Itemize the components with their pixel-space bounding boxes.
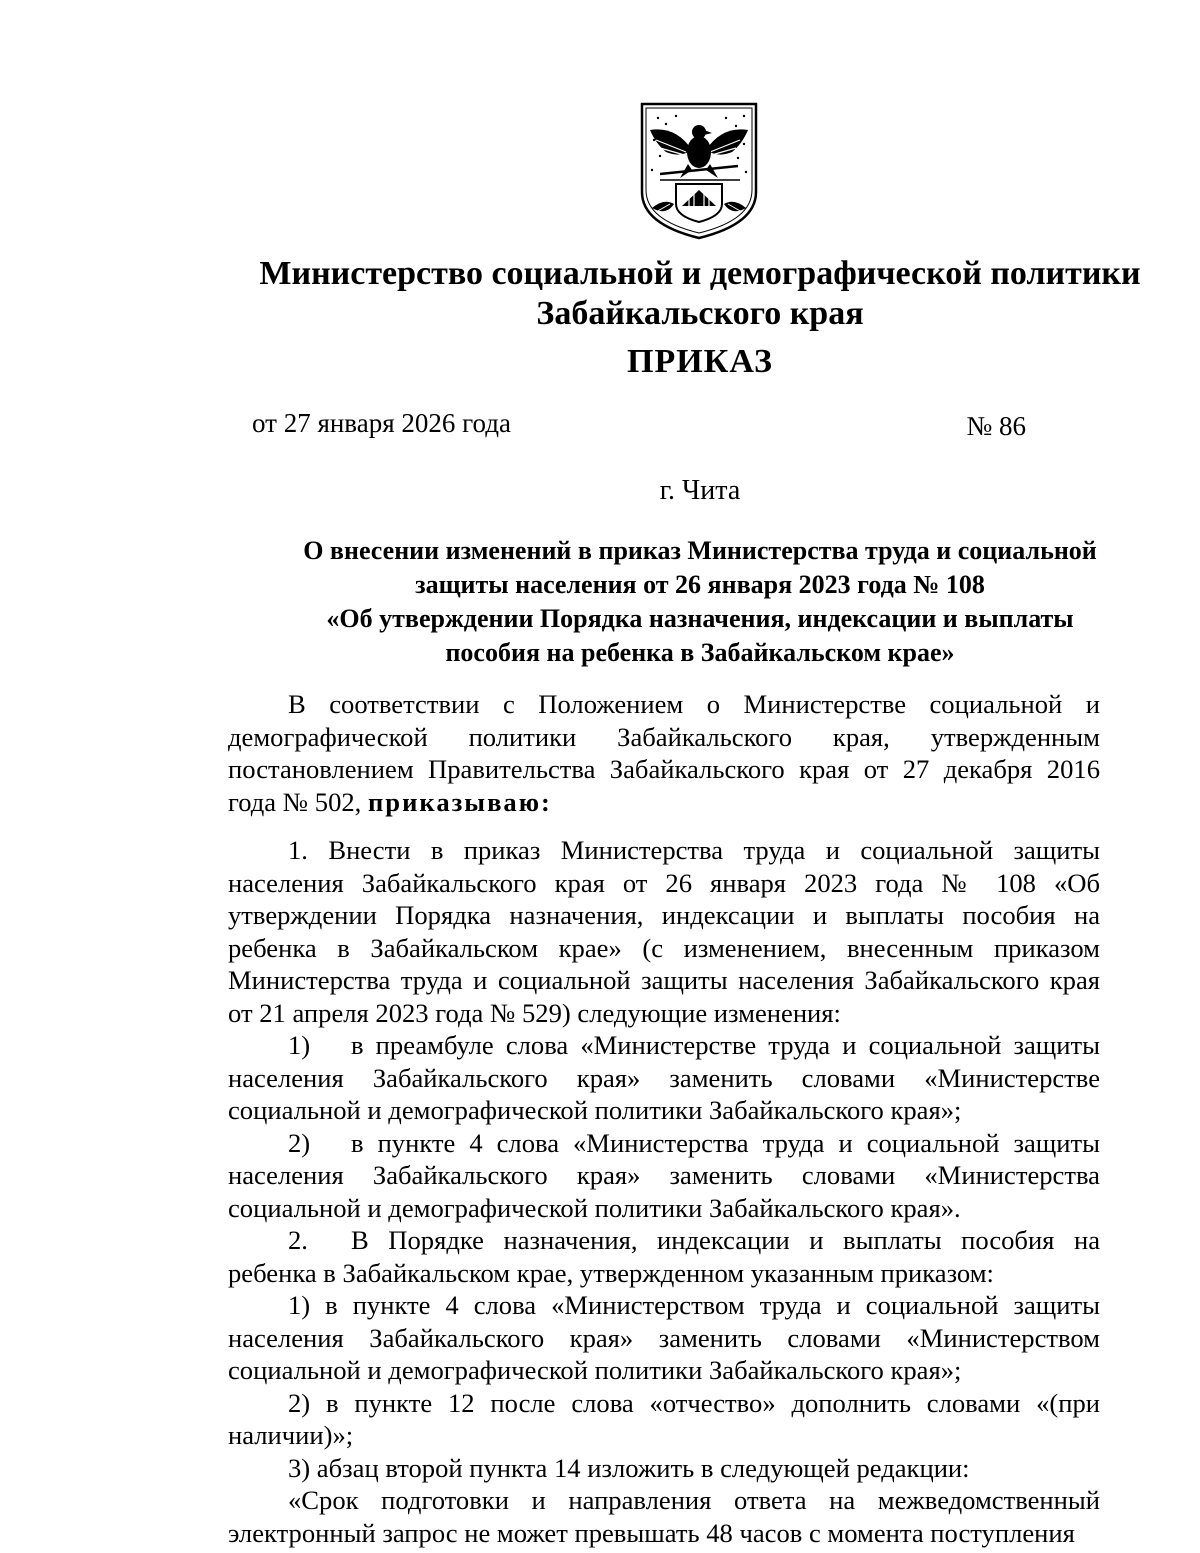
preamble: [228, 688, 1100, 818]
document-type: ПРИКАЗ: [627, 343, 773, 380]
ministry-name-line2: Забайкальского края: [536, 295, 864, 332]
item-1-2: [228, 1127, 1100, 1225]
preamble-paragraph: [228, 688, 1100, 818]
item-2-3: 3) абзац второй пункта 14 изложить в следующей редакции:: [288, 1452, 970, 1483]
document-title: [200, 534, 1200, 670]
item-2-2: 2) в пункте 12 после слова «отчество» дополнить словами «(при наличии)»;: [228, 1387, 1100, 1450]
item-1-1-number: 1): [288, 1030, 311, 1060]
preamble-text: В соответствии с Положением о Министерстве социальной и демографической политики Забайкальского края, утвержденным постановлением Правительства Забайкальского края от 27 декабря 2016 года № 502,: [228, 689, 1100, 817]
ministry-name: [200, 254, 1200, 334]
item-1-2-number: 2): [288, 1127, 311, 1158]
item-1: 1. Внести в приказ Министерства труда и социальной защиты населения Забайкальского края от 26 января 2023 года № 108 «Об утверждении Порядка назначения, индексации и выплаты пособия на ребенка в Забайкальском крае» (с изменением, внесенным приказом Министерства труда и социальной защиты населения Забайкальского края от 21 апреля 2023 года № 529) следующие изменения:: [228, 835, 1100, 1028]
item-1-2-text: в пункте 4 слова «Министерства труда и социальной защиты населения Забайкальского края» заменить словами «Министерства социальной и демографической политики Забайкальского края».: [228, 1127, 1100, 1223]
item-2-1: 1) в пункте 4 слова «Министерством труда и социальной защиты населения Забайкальского края» заменить словами «Министерством социальной и демографической политики Забайкальского края»;: [228, 1290, 1100, 1385]
item-1-1: [228, 1029, 1100, 1127]
item-2-text: В Порядке назначения, индексации и выплаты пособия на ребенка в Забайкальском крае, утвержденном указанным приказом:: [228, 1225, 1100, 1288]
title-line4: пособия на ребенка в Забайкальском крае»: [445, 638, 955, 667]
document-number: № 86: [966, 411, 1026, 441]
coat-of-arms-icon: [636, 100, 762, 240]
title-line1: О внесении изменений в приказ Министерства труда и социальной: [303, 536, 1097, 565]
item-2: [228, 1224, 1100, 1289]
ministry-name-line1: Министерство социальной и демографической политики: [259, 255, 1141, 292]
title-line3: «Об утверждении Порядка назначения, индексации и выплаты: [326, 604, 1074, 633]
preamble-command: приказываю:: [367, 786, 552, 817]
order-items: [228, 834, 1100, 1549]
document-date: от 27 января 2026 года: [252, 408, 511, 438]
item-2-3-quote: «Срок подготовки и направления ответа на межведомственный электронный запрос не может превышать 48 часов с момента поступления: [228, 1485, 1100, 1548]
item-1-1-text: в преамбуле слова «Министерстве труда и социальной защиты населения Забайкальского края» заменить словами «Министерстве социальной и демографической политики Забайкальского края»;: [228, 1030, 1100, 1125]
document-city: г. Чита: [659, 475, 741, 506]
item-2-number: 2.: [288, 1225, 308, 1255]
title-line2: защиты населения от 26 января 2023 года № 108: [415, 570, 985, 599]
